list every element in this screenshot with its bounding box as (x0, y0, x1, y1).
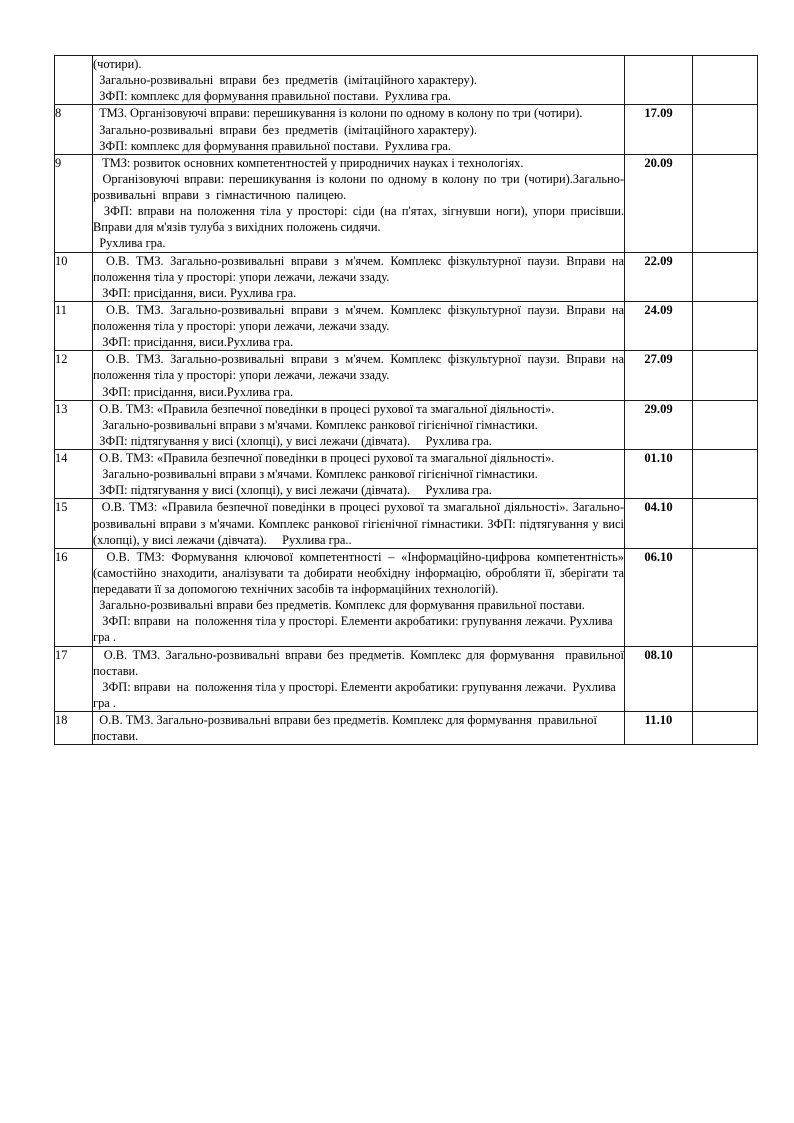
content-line: О.В. ТМЗ. Загально-розвивальні вправи з м'ячем. Комплекс фізкультурної паузи. Вправи на положення тіла у просторі: упори лежачи, лежачи ззаду. (93, 253, 628, 284)
row-date-cell (625, 56, 693, 105)
content-line: О.В. ТМЗ: «Правила безпечної поведінки в процесі рухової та змагальної діяльності». (93, 401, 555, 416)
row-number-cell: 16 (55, 548, 93, 646)
row-note-cell (693, 56, 758, 105)
content-line: О.В. ТМЗ. Загально-розвивальні вправи без предметів. Комплекс для формування правильної постави. (93, 647, 628, 678)
content-line: Загально-розвивальні вправи без предметів (імітаційного характеру). (93, 73, 477, 88)
row-number-cell (55, 56, 93, 105)
content-line: ТМЗ. Організовуючі вправи: перешикування із колони по одному в колону по три (чотири). (93, 106, 583, 121)
row-date-cell: 22.09 (625, 252, 693, 301)
table-row (55, 712, 758, 745)
row-date-cell: 06.10 (625, 548, 693, 646)
content-line: ТМЗ: розвиток основних компетентностей у природничих науках і технологіях. (93, 155, 524, 170)
table-row (55, 154, 758, 252)
content-line: Загально-розвивальні вправи без предметів. Комплекс для формування правильної постави. (93, 598, 585, 613)
table-row (55, 400, 758, 449)
content-line: О.В. ТМЗ: Формування ключової компетентності – «Інформаційно-цифрова компетентність» (самостійно знаходити, аналізувати та добирати необхідну інформацію, обробляти її, зберігати та передавати її за допомогою технічних засобів та інформаційних технологій). (93, 549, 628, 596)
table-row (55, 105, 758, 154)
table-row (55, 499, 758, 548)
content-line: ЗФП: вправи на положення тіла у просторі: сіди (на п'ятах, зігнувши ноги), упори присівши. Вправи для м'язів тулуба з вихідних положень сидячи. (93, 204, 628, 235)
content-line: О.В. ТМЗ: «Правила безпечної поведінки в процесі рухової та змагальної діяльності». (93, 451, 555, 465)
row-note-cell (693, 351, 758, 400)
row-note-cell (693, 548, 758, 646)
row-number-cell: 18 (55, 712, 93, 745)
row-note-cell (693, 499, 758, 548)
table-row (55, 301, 758, 350)
row-content-cell (93, 548, 628, 646)
row-number-cell: 12 (55, 351, 93, 400)
row-note-cell (693, 301, 758, 350)
row-content-cell (93, 499, 628, 548)
row-content-cell (93, 301, 628, 350)
row-number-cell: 17 (55, 646, 93, 712)
content-line: ЗФП: комплекс для формування правильної постави. Рухлива гра. (93, 138, 452, 153)
table-row (55, 646, 758, 712)
content-line: ЗФП: вправи на положення тіла у просторі. Елементи акробатики: групування лежачи. Рухлива гра . (93, 679, 619, 710)
table-container (54, 55, 757, 745)
table-row (55, 450, 758, 499)
row-note-cell (693, 105, 758, 154)
row-number-cell: 8 (55, 105, 93, 154)
row-note-cell (693, 400, 758, 449)
row-content-cell (93, 400, 625, 449)
content-line: ЗФП: підтягування у висі (хлопці), у висі лежачи (дівчата). Рухлива гра. (93, 433, 492, 448)
row-date-cell: 29.09 (625, 400, 693, 449)
row-date-cell: 08.10 (625, 646, 693, 712)
row-note-cell (693, 646, 758, 712)
content-line: О.В. ТМЗ: «Правила безпечної поведінки в процесі рухової та змагальної діяльності». Загально-розвивальні вправи з м'ячами. Комплекс ранкової гігієнічної гімнастики. ЗФП: підтягування у висі (хлопці), у висі лежачи (дівчата). Рухлива гра.. (93, 500, 628, 547)
lesson-plan-table (54, 55, 758, 745)
content-line: ЗФП: присідання, виси. Рухлива гра. (93, 285, 297, 300)
row-date-cell: 11.10 (625, 712, 693, 745)
row-number-cell: 14 (55, 450, 93, 499)
row-number-cell: 13 (55, 400, 93, 449)
row-content-cell (93, 56, 625, 105)
content-line: ЗФП: комплекс для формування правильної постави. Рухлива гра. (93, 89, 452, 104)
content-line: О.В. ТМЗ. Загально-розвивальні вправи без предметів. Комплекс для формування правильної постави. (93, 713, 601, 744)
row-date-cell: 20.09 (625, 154, 693, 252)
row-content-cell (93, 154, 628, 252)
content-line: Загально-розвивальні вправи з м'ячами. Комплекс ранкової гігієнічної гімнастики. (93, 417, 538, 432)
row-note-cell (693, 154, 758, 252)
row-note-cell (693, 712, 758, 745)
row-number-cell: 15 (55, 499, 93, 548)
table-row (55, 56, 758, 105)
content-line: Загально-розвивальні вправи з м'ячами. Комплекс ранкової гігієнічної гімнастики. (93, 467, 538, 482)
row-date-cell: 01.10 (625, 450, 693, 499)
content-line: ЗФП: присідання, виси.Рухлива гра. (93, 335, 294, 350)
content-line: О.В. ТМЗ. Загально-розвивальні вправи з м'ячем. Комплекс фізкультурної паузи. Вправи на положення тіла у просторі: упори лежачи, лежачи ззаду. (93, 302, 628, 333)
row-number-cell: 9 (55, 154, 93, 252)
content-line: (чотири). (93, 57, 142, 71)
content-line: О.В. ТМЗ. Загально-розвивальні вправи з м'ячем. Комплекс фізкультурної паузи. Вправи на положення тіла у просторі: упори лежачи, лежачи ззаду. (93, 352, 628, 383)
content-line: Рухлива гра. (93, 236, 166, 251)
content-line: ЗФП: присідання, виси.Рухлива гра. (93, 384, 294, 399)
row-content-cell (93, 351, 628, 400)
row-content-cell (93, 450, 625, 499)
table-body (55, 56, 758, 745)
row-content-cell (93, 646, 628, 712)
row-date-cell: 24.09 (625, 301, 693, 350)
row-content-cell (93, 252, 628, 301)
row-note-cell (693, 252, 758, 301)
row-content-cell (93, 105, 625, 154)
content-line: Загально-розвивальні вправи без предметів (імітаційного характеру). (93, 122, 477, 137)
row-date-cell: 17.09 (625, 105, 693, 154)
table-row (55, 252, 758, 301)
row-content-cell (93, 712, 625, 745)
content-line: ЗФП: вправи на положення тіла у просторі. Елементи акробатики: групування лежачи. Рухлива гра . (93, 614, 616, 645)
row-note-cell (693, 450, 758, 499)
row-date-cell: 27.09 (625, 351, 693, 400)
row-date-cell: 04.10 (625, 499, 693, 548)
row-number-cell: 10 (55, 252, 93, 301)
row-number-cell: 11 (55, 301, 93, 350)
content-line: Організовуючі вправи: перешикування із колони по одному в колону по три (чотири).Загально-розвивальні вправи з гімнастичною палицею. (93, 171, 624, 202)
content-line: ЗФП: підтягування у висі (хлопці), у висі лежачи (дівчата). Рухлива гра. (93, 483, 492, 498)
table-row (55, 548, 758, 646)
table-row (55, 351, 758, 400)
